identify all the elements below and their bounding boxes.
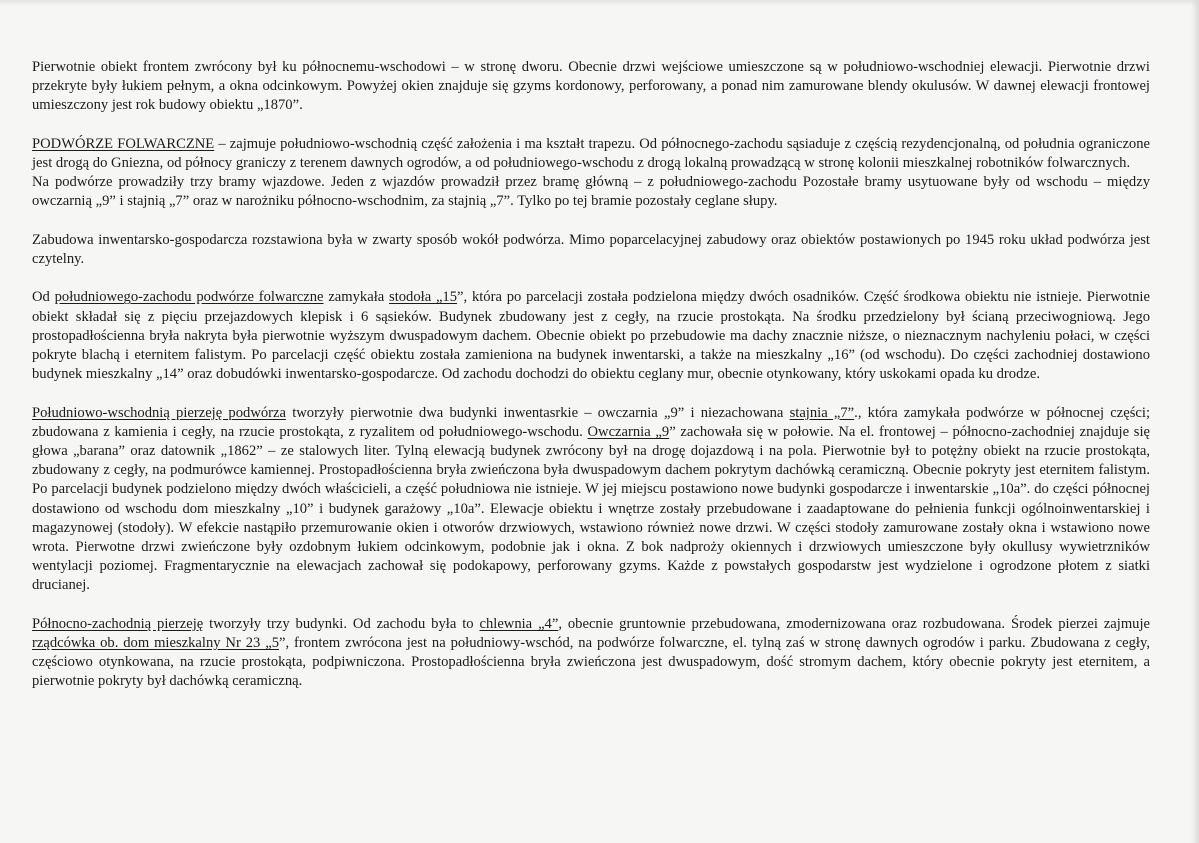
underlined-term: chlewnia „4” [479,615,559,632]
text-span: ”, która po parcelacji została podzielona między dwóch osadników. Część środkowa obiektu nie istnieje. Pierwotnie obiekt składał się z pięciu przejazdowych klepisk i 6 sąsieków. Budynek zbudowany jest z cegły, na rzucie prostokąta. Na środku przedzielony był ścianą przeciwogniową. Jego prostopadłościenna bryła nakryta była pierwotnie wyższym dwuspadowym dachem. Obecnie obiekt po przebudowie ma dachy znacznie niższe, o nieznacznym nachyleniu połaci, w części pokryte blachą i eternitem falistym. Po parcelacji część obiektu została zamieniona na budynek inwentarski, a także na mieszkalny „16” (od wschodu). Do części zachodniej dostawiono budynek mieszkalny „14” oraz dobudówki inwentarsko-gospodarcze. Od zachodu dochodzi do obiektu ceglany mur, obecnie otynkowany, który uskokami opada ku drodze. [32,289,1150,383]
paragraph-owczarnia [32,404,1150,596]
text-span: ” zachowała się w połowie. Na el. frontowej – północno-zachodniej znajduje się głowa „barana” oraz datownik „1862” – ze stalowych liter. Tylną elewacją budynek zwrócony był na drogę dojazdową i na pola. Pierwotnie był to potężny obiekt na rzucie prostokąta, zbudowany z cegły, na podmurówce kamiennej. Prostopadłościenna bryła zwieńczona była dwuspadowym dachem pokrytym dachówką ceramiczną. Obecnie pokryty jest eternitem falistym. Po parcelacji budynek podzielono między dwóch właścicieli, a część południowa nie istnieje. W jej miejscu postawiono nowe budynki gospodarcze i inwentarskie „10a”. do części północnej dostawiono od wschodu dom mieszkalny „10” i budynek garażowy „10a”. Elewacje obiektu i wnętrze zostały przebudowane i zaadaptowane do pełnienia funkcji ogólnoinwentarskiej i magazynowej (stodoły). W efekcie nastąpiło przemurowanie okien i otworów drzwiowych, wstawiono również nowe drzwi. W części stodoły zamurowane zostały okna i wstawiono nowe wrota. Pierwotne drzwi zwieńczone były ozdobnym łukiem odcinkowym, podobnie jak i okna. Z bok nadproży okiennych i drzwiowych umieszczone były okullusy wywietrzników wentylacji poziomej. Fragmentarycznie na elewacjach zachował się podokapowy, perforowany gzyms. Każde z powstałych gospodarstw jest wydzielone i ogrodzone płotem z siatki drucianej. [32,423,1151,594]
paragraph-entrance-gates [32,173,1150,211]
text-span: Na podwórze prowadziły trzy bramy wjazdowe. Jeden z wjazdów prowadził przez bramę główną – z południowego-zachodu Pozostałe bramy usytuowane były od wschodu – między owczarnią „9” i stajnią „7” oraz w narożniku północno-wschodnim, za stajnią „7”. Tylko po tej bramie pozostały ceglane słupy. [32,174,1150,210]
paragraph-polnocno-zachodnia [32,615,1150,692]
section-heading: Północno-zachodnią pierzeję [32,615,204,632]
text-span: Zabudowa inwentarsko-gospodarcza rozstawiona była w zwarty sposób wokół podwórza. Mimo poparcelacyjnej zabudowy oraz obiektów postawionych po 1945 roku układ podwórza jest czytelny. [32,231,1150,267]
text-span: Pierwotnie obiekt frontem zwrócony był ku północnemu-wschodowi – w stronę dworu. Obecnie drzwi wejściowe umieszczone są w południowo-wschodniej elewacji. Pierwotnie drzwi przekryte były łukiem pełnym, a okna odcinkowym. Powyżej okien znajduje się gzyms kordonowy, perforowany, a ponad nim zamurowane blendy okulusów. W dawnej elewacji frontowej umieszczony jest rok budowy obiektu „1870”. [32,59,1150,114]
underlined-term: Owczarnia „9 [587,423,670,440]
underlined-term: rządcówka ob. dom mieszkalny Nr 23 „5 [32,635,279,652]
text-span: , obecnie gruntownie przebudowana, zmodernizowana oraz rozbudowana. Środek pierzei zajmuje [558,615,1151,632]
text-span: Od [32,289,55,306]
paragraph-podworze-folwarczne [32,135,1150,173]
scan-edge-top [0,0,1199,6]
section-heading: PODWÓRZE FOLWARCZNE [32,135,215,152]
text-span: ”, frontem zwrócona jest na południowy-wschód, na podwórze folwarczne, el. tylną zaś w stronę dawnych ogrodów i parku. Zbudowana z cegły, częściowo otynkowana, na rzucie prostokąta, podpiwniczona. Prostopadłościenna bryła zwieńczona jest dwuspadowym, dość stromym dachem, który obecnie pokryty jest eternitem, a pierwotnie pokryty był dachówką ceramiczną. [32,635,1150,690]
paragraph-stodola [32,288,1150,384]
document-page [32,58,1150,692]
paragraph-layout-buildings [32,231,1150,269]
text-span: ., która zamykała podwórze w północnej części; zbudowana z kamienia i cegły, na rzucie prostokąta, z ryzalitem od południowego-wschodu. [32,404,1150,440]
section-heading: Południowo-wschodnią pierzeję podwórza [32,404,286,421]
text-span: zamykała [323,289,390,306]
scan-edge-right [1191,0,1199,843]
text-span: tworzyły pierwotnie dwa budynki inwentasrkie – owczarnia „9” i niezachowana [285,404,790,421]
text-span: tworzyły trzy budynki. Od zachodu była to [203,615,480,632]
paragraph-building-front [32,58,1150,116]
text-span: – zajmuje południowo-wschodnią część założenia i ma kształt trapezu. Od północnego-zachodu sąsiaduje z częścią rezydencjonalną, od południa ograniczone jest drogą do Gniezna, od północy graniczy z terenem dawnych ogrodów, a od południowego-wschodu z drogą lokalną prowadzącą w stronę kolonii mieszkalnej robotników folwarcznych. [32,135,1150,171]
underlined-term: stodoła „15 [389,289,458,306]
underlined-term: stajnia „7” [789,404,855,421]
underlined-term: południowego-zachodu podwórze folwarczne [54,289,324,306]
